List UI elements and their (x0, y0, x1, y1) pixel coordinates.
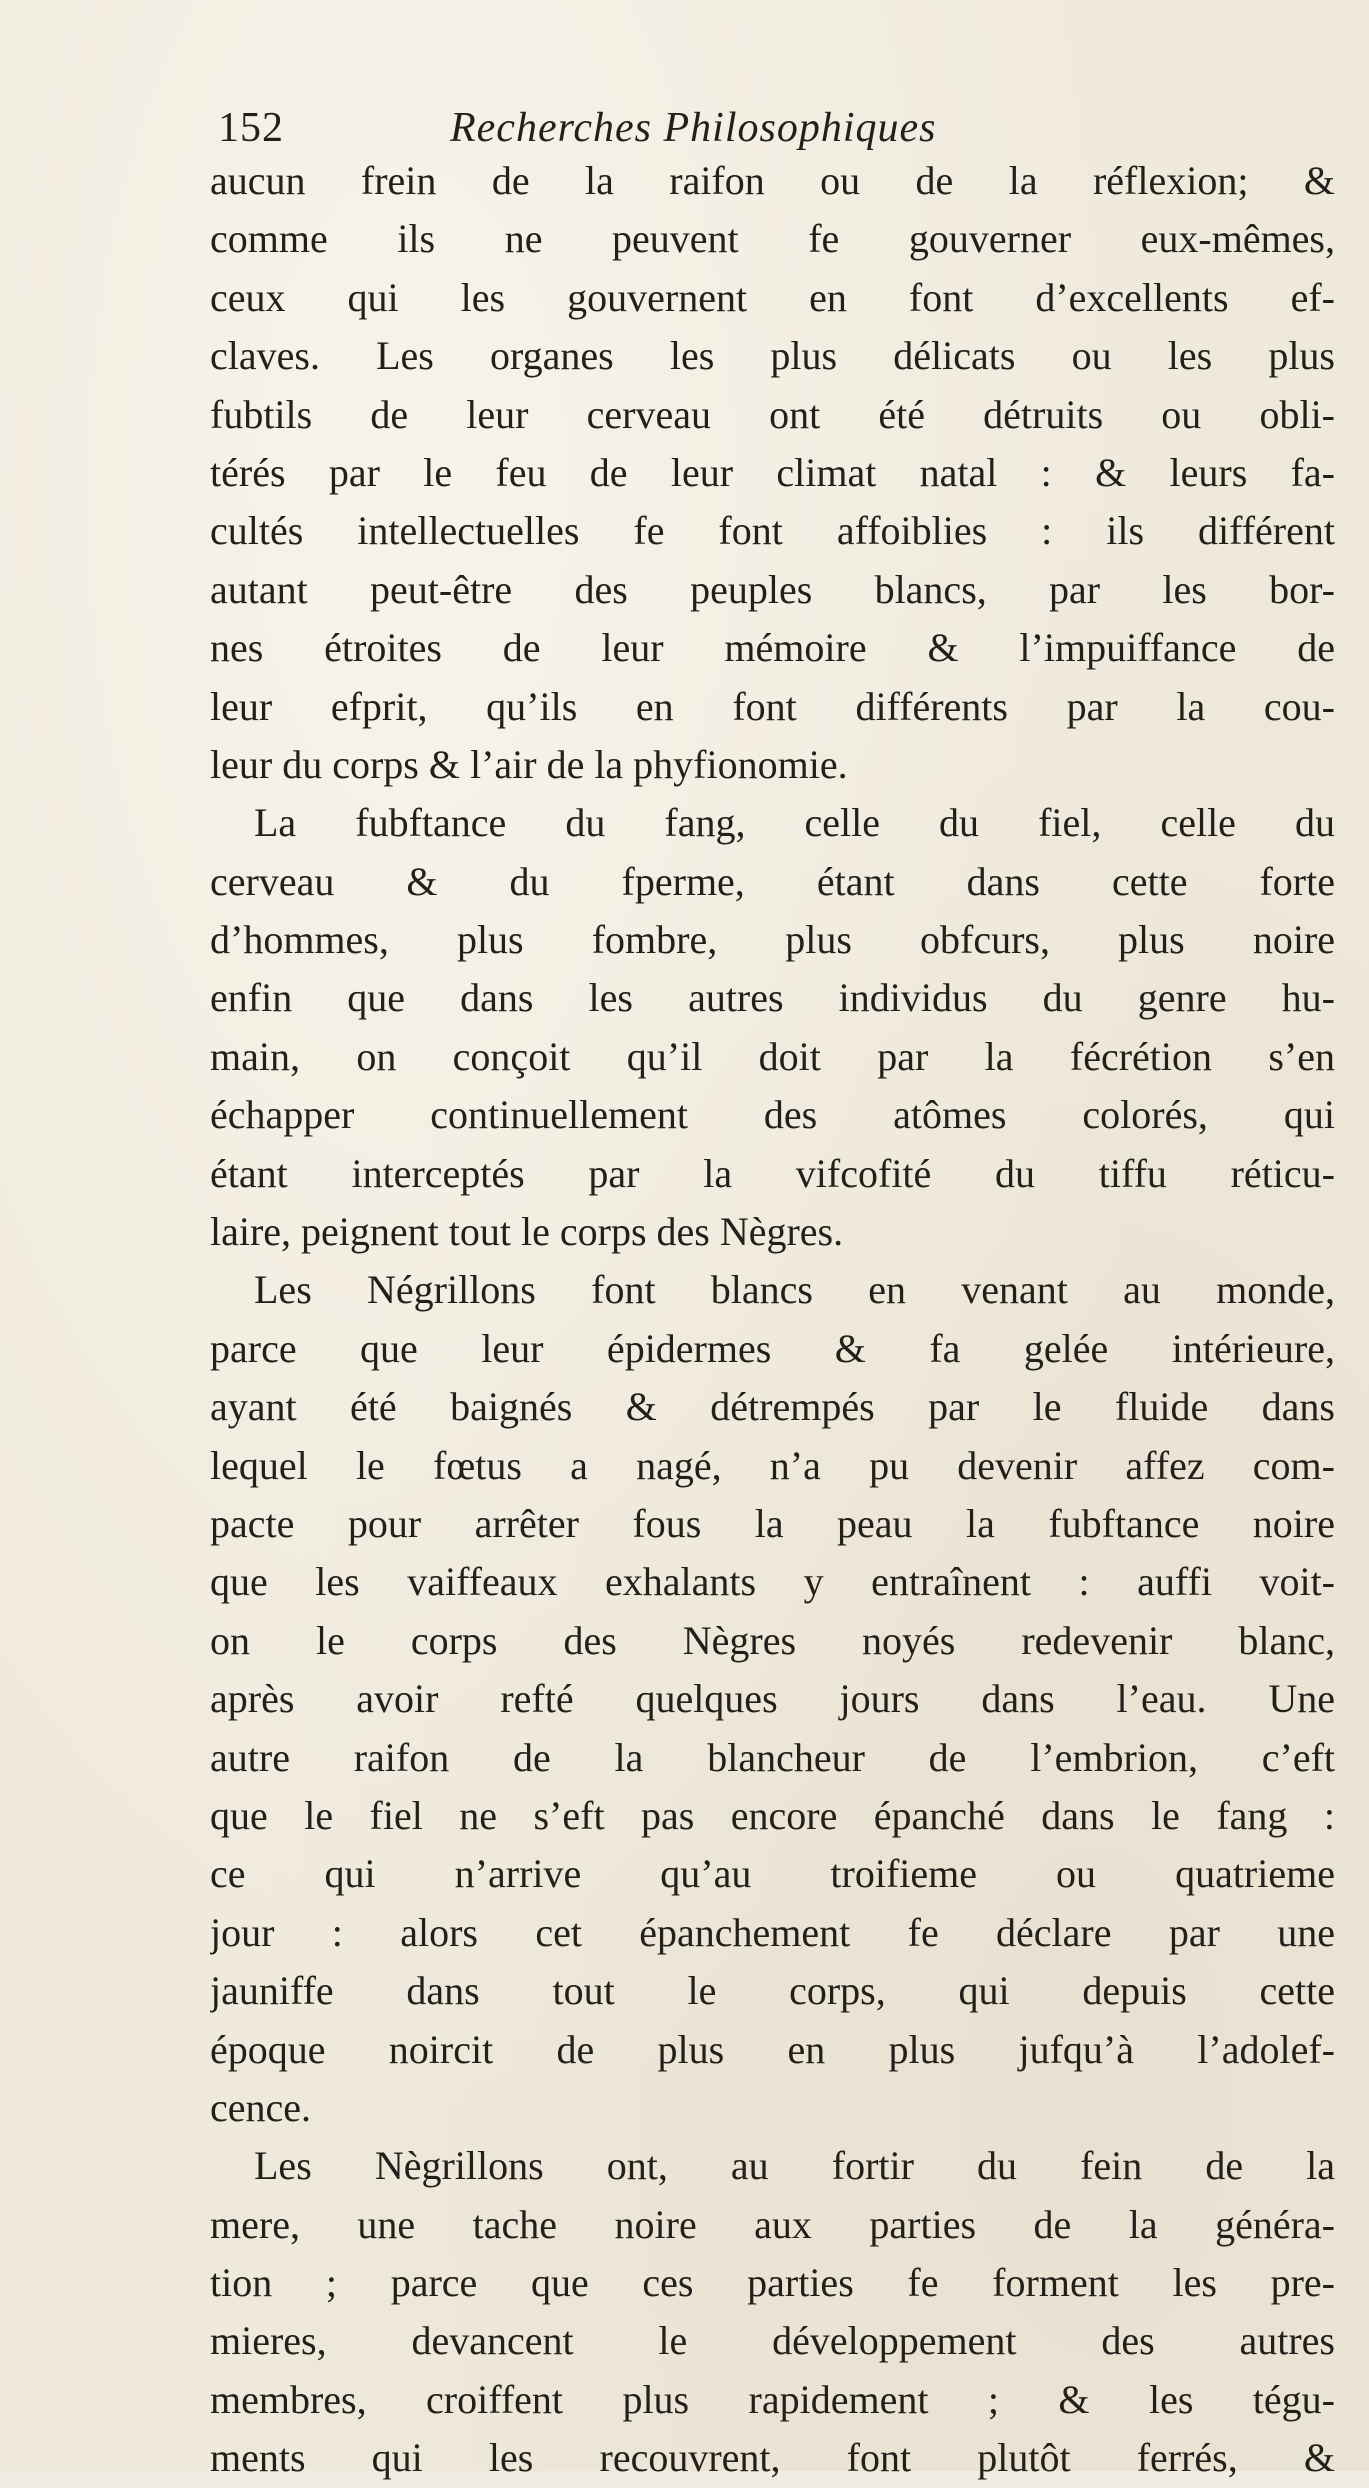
text-line: térés par le feu de leur climat natal : & leurs fa- (210, 449, 1335, 495)
text-line: leur du corps & l’air de la phyfionomie. (210, 741, 848, 787)
text-line: après avoir refté quelques jours dans l’eau. Une (210, 1676, 1335, 1722)
text-line: ce qui n’arrive qu’au troifieme ou quatrieme (210, 1851, 1335, 1897)
text-line: époque noircit de plus en plus jufqu’à l’adolef- (210, 2026, 1335, 2072)
text-line: pacte pour arrêter fous la peau la fubftance noire (210, 1500, 1335, 1546)
text-line: cerveau & du fperme, étant dans cette forte (210, 858, 1335, 904)
text-line: comme ils ne peuvent fe gouverner eux-mêmes, (210, 216, 1335, 262)
text-line: autant peut-être des peuples blancs, par les bor- (210, 566, 1335, 612)
text-line: lequel le fœtus a nagé, n’a pu devenir affez com- (210, 1442, 1335, 1488)
text-line: ments qui les recouvrent, font plutôt ferrés, & (210, 2435, 1335, 2481)
text-line: que les vaiffeaux exhalants y entraînent : auffi voit- (210, 1559, 1335, 1605)
text-line: parce que leur épidermes & fa gelée intérieure, (210, 1325, 1335, 1371)
text-line: ceux qui les gouvernent en font d’excellents ef- (210, 274, 1335, 320)
text-line: enfin que dans les autres individus du genre hu- (210, 975, 1335, 1021)
text-line: laire, peignent tout le corps des Nègres. (210, 1209, 844, 1255)
text-line: La fubftance du fang, celle du fiel, celle du (254, 800, 1335, 846)
running-head (218, 100, 1328, 156)
text-line: échapper continuellement des atômes colorés, qui (210, 1092, 1335, 1138)
text-line: cultés intellectuelles fe font affoiblies : ils différent (210, 508, 1335, 554)
text-line: aucun frein de la raifon ou de la réflexion; & (210, 158, 1335, 203)
text-line: que le fiel ne s’eft pas encore épanché dans le fang : (210, 1792, 1335, 1838)
text-line: jour : alors cet épanchement fe déclare par une (210, 1909, 1335, 1955)
text-line: jauniffe dans tout le corps, qui depuis cette (210, 1968, 1335, 2014)
text-line: membres, croiffent plus rapidement ; & les tégu- (210, 2376, 1335, 2422)
text-line: on le corps des Nègres noyés redevenir blanc, (210, 1617, 1335, 1663)
text-line: main, on conçoit qu’il doit par la fécrétion s’en (210, 1033, 1335, 1079)
text-line: claves. Les organes les plus délicats ou les plus (210, 333, 1335, 379)
text-line: mere, une tache noire aux parties de la généra- (210, 2201, 1335, 2247)
text-line: nes étroites de leur mémoire & l’impuiffance de (210, 625, 1335, 671)
text-line: Les Nègrillons ont, au fortir du fein de la (254, 2143, 1335, 2189)
running-title: Recherches Philosophiques (450, 105, 937, 151)
text-line: mieres, devancent le développement des autres (210, 2318, 1335, 2364)
text-line: ayant été baignés & détrempés par le fluide dans (210, 1384, 1335, 1430)
text-line: d’hommes, plus fombre, plus obfcurs, plus noire (210, 917, 1335, 963)
text-line: tion ; parce que ces parties fe forment les pre- (210, 2260, 1335, 2306)
text-line: autre raifon de la blancheur de l’embrion, c’eft (210, 1734, 1335, 1780)
text-line: leur efprit, qu’ils en font différents par la cou- (210, 683, 1335, 729)
page-number: 152 (218, 105, 284, 151)
text-line: étant interceptés par la vifcofité du tiffu réticu- (210, 1150, 1335, 1196)
body-text (210, 152, 1335, 2488)
text-line: Les Négrillons font blancs en venant au monde, (254, 1267, 1335, 1313)
text-line: cence. (210, 2084, 312, 2130)
text-line: fubtils de leur cerveau ont été détruits ou obli- (210, 391, 1335, 437)
